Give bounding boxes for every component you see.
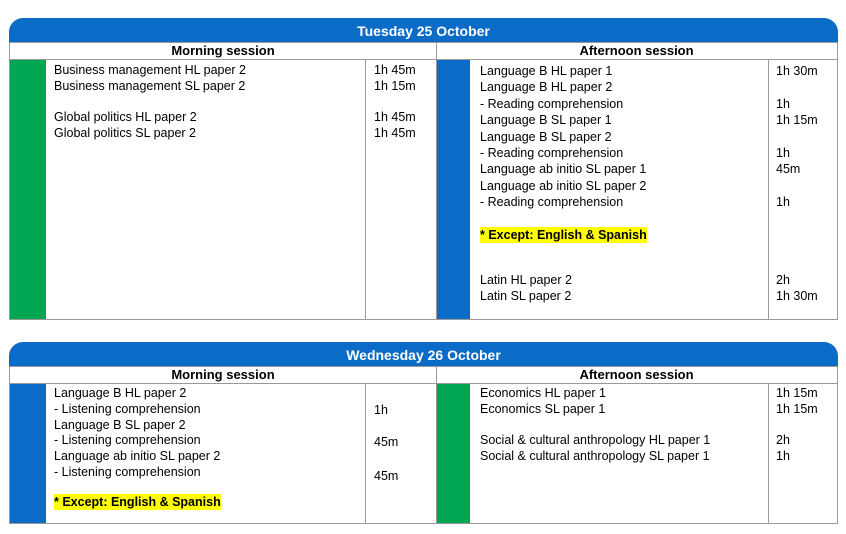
exam-duration: 1h 45m [374,126,416,140]
schedule-grid [9,42,838,320]
exam-title: Language B HL paper 1 [480,64,613,78]
day-tuesday-section [9,18,838,303]
exam-duration: 1h 15m [776,386,818,400]
exam-title: Language ab initio SL paper 2 [480,179,647,193]
exam-duration: 2h [776,273,790,287]
exam-title: Social & cultural anthropology HL paper 1 [480,433,711,447]
exam-title: Language ab initio SL paper 2 [54,449,221,463]
exam-title: - Listening comprehension [54,433,201,447]
exam-title: Language B HL paper 2 [480,80,613,94]
exam-title: Latin HL paper 2 [480,273,572,287]
day-wednesday-section [9,342,838,509]
exam-duration: 1h 15m [776,113,818,127]
exception-note: * Except: English & Spanish [54,495,221,509]
exam-duration: 1h [776,97,790,111]
exam-duration: 45m [374,469,399,483]
exam-title: Language B SL paper 1 [480,113,612,127]
exam-duration: 2h [776,433,790,447]
afternoon-color-bar [437,60,470,319]
exam-title: Global politics SL paper 2 [54,126,196,140]
day-header: Tuesday 25 October [9,18,838,42]
exam-title: Global politics HL paper 2 [54,110,197,124]
duration-divider [365,384,366,523]
exam-title: - Reading comprehension [480,195,624,209]
exam-title: Language B HL paper 2 [54,386,187,400]
schedule-grid [9,366,838,524]
afternoon-session-header: Afternoon session [436,367,837,384]
exam-duration: 1h [776,195,790,209]
day-header: Wednesday 26 October [9,342,838,366]
exam-duration: 45m [776,162,801,176]
exam-title: Business management HL paper 2 [54,63,247,77]
exam-title: - Reading comprehension [480,97,624,111]
exam-title: Business management SL paper 2 [54,79,246,93]
exam-title: Economics HL paper 1 [480,386,606,400]
morning-color-bar [10,384,46,523]
duration-divider [768,60,769,319]
exam-duration: 1h 30m [776,64,818,78]
duration-divider [365,60,366,319]
exam-duration: 1h 30m [776,289,818,303]
exam-title: Latin SL paper 2 [480,289,572,303]
exam-duration: 1h [374,403,388,417]
exception-note: * Except: English & Spanish [480,228,647,242]
exam-title: - Reading comprehension [480,146,624,160]
exam-title: - Listening comprehension [54,465,201,479]
exam-duration: 45m [374,435,399,449]
exam-title: Language ab initio SL paper 1 [480,162,647,176]
exam-title: - Listening comprehension [54,402,201,416]
morning-color-bar [10,60,46,319]
exam-title: Social & cultural anthropology SL paper 1 [480,449,710,463]
exam-duration: 1h [776,146,790,160]
exam-duration: 1h 45m [374,63,416,77]
exam-title: Economics SL paper 1 [480,402,606,416]
morning-session-header: Morning session [10,367,436,384]
morning-session-header: Morning session [10,43,436,60]
afternoon-session-header: Afternoon session [436,43,837,60]
exam-duration: 1h 15m [374,79,416,93]
exam-duration: 1h 45m [374,110,416,124]
exam-title: Language B SL paper 2 [54,418,186,432]
exam-duration: 1h 15m [776,402,818,416]
duration-divider [768,384,769,523]
exam-title: Language B SL paper 2 [480,130,612,144]
exam-duration: 1h [776,449,790,463]
afternoon-color-bar [437,384,470,523]
